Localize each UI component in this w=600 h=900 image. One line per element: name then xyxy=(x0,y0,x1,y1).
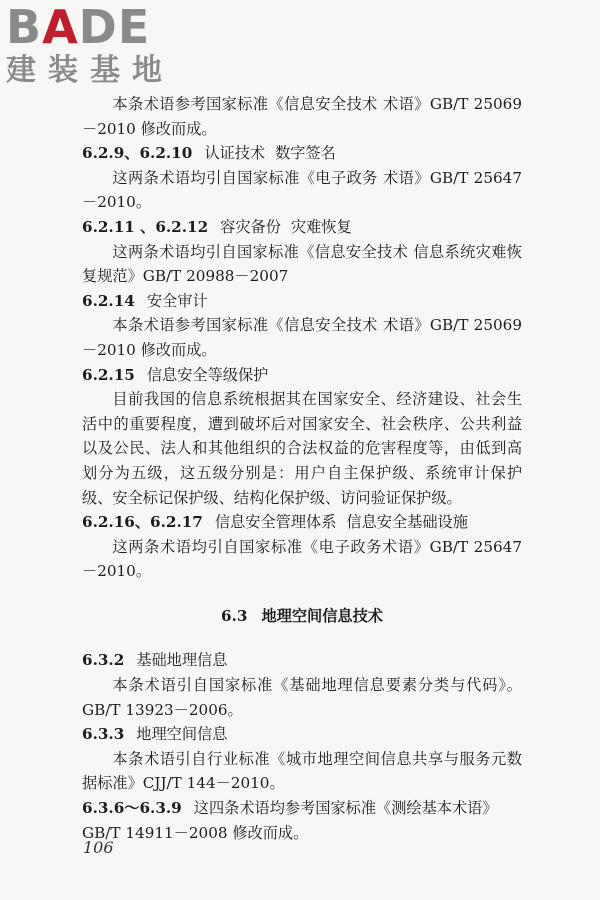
body-paragraph: 这两条术语均引自国家标准《电子政务 术语》GB/T 25647－2010。 xyxy=(82,168,522,212)
clause-title: 容灾备份 xyxy=(220,217,281,236)
logo-letters-de: DE xyxy=(78,0,151,54)
clause-heading xyxy=(82,215,522,240)
section-title: 地理空间信息技术 xyxy=(261,606,383,625)
clause-heading xyxy=(82,722,522,747)
document-page-body xyxy=(82,92,522,845)
body-paragraph: 本条术语引自国家标准《基础地理信息要素分类与代码》。GB/T 13923－2006。 xyxy=(82,676,522,719)
clause-title: 信息安全管理体系 xyxy=(214,513,337,532)
page-number: 106 xyxy=(83,838,114,857)
clause-heading xyxy=(82,796,522,845)
logo-letter-b: B xyxy=(6,0,43,54)
clause-number: 6.3.3 xyxy=(82,725,125,744)
logo-chinese-text: 建装基地 xyxy=(6,53,174,88)
clause-number: 6.2.16、6.2.17 xyxy=(82,513,203,532)
body-paragraph: 本条术语引自行业标准《城市地理空间信息共享与服务元数据标准》CJJ/T 144－2010。 xyxy=(82,749,522,793)
clause-title: 认证技术 xyxy=(204,144,266,163)
body-paragraph: 目前我国的信息系统根据其在国家安全、经济建设、社会生活中的重要程度，遭到破坏后对国家安全、社会秩序、公共利益以及公民、法人和其他组织的合法权益的危害程度等，由低到高划分为五级，这五级分别是：用户自主保护级、系统审计保护级、安全标记保护级、结构化保护级、访问验证保护级。 xyxy=(82,390,522,507)
clause-title: 基础地理信息 xyxy=(136,651,228,670)
clause-title-secondary: 信息安全基础设施 xyxy=(346,513,468,532)
body-paragraph: 本条术语参考国家标准《信息安全技术 术语》GB/T 25069－2010 修改而成。 xyxy=(82,316,522,359)
clause-title: 这四条术语均参考国家标准《测绘基本术语》GB/T 14911－2008 修改而成。 xyxy=(82,799,498,842)
logo-wordmark xyxy=(6,2,174,52)
clause-number: 6.2.9、6.2.10 xyxy=(82,144,193,163)
clause-title: 安全审计 xyxy=(146,291,208,310)
section-number: 6.3 xyxy=(221,606,248,625)
bade-logo xyxy=(6,2,174,88)
clause-heading xyxy=(82,648,522,673)
clause-number: 6.3.2 xyxy=(82,651,125,670)
clause-number: 6.3.6～6.3.9 xyxy=(82,799,182,818)
clause-title: 信息安全等级保护 xyxy=(146,365,269,384)
section-heading xyxy=(82,604,522,629)
body-paragraph: 本条术语参考国家标准《信息安全技术 术语》GB/T 25069－2010 修改而成。 xyxy=(82,95,522,138)
body-paragraph: 这两条术语均引自国家标准《信息安全技术 信息系统灾难恢复规范》GB/T 20988－2007 xyxy=(82,242,522,286)
clause-title: 地理空间信息 xyxy=(136,725,228,744)
clause-heading xyxy=(82,363,522,388)
clause-heading xyxy=(82,510,522,535)
clause-title-secondary: 数字签名 xyxy=(275,144,336,163)
clause-number: 6.2.14 xyxy=(82,291,135,310)
clause-title-secondary: 灾难恢复 xyxy=(290,217,352,236)
clause-number: 6.2.11 、6.2.12 xyxy=(82,217,209,236)
logo-letter-a: A xyxy=(42,0,79,54)
clause-number: 6.2.15 xyxy=(82,365,135,384)
clause-heading xyxy=(82,289,522,314)
body-paragraph: 这两条术语均引自国家标准《电子政务术语》GB/T 25647－2010。 xyxy=(82,537,522,581)
clause-heading xyxy=(82,141,522,166)
